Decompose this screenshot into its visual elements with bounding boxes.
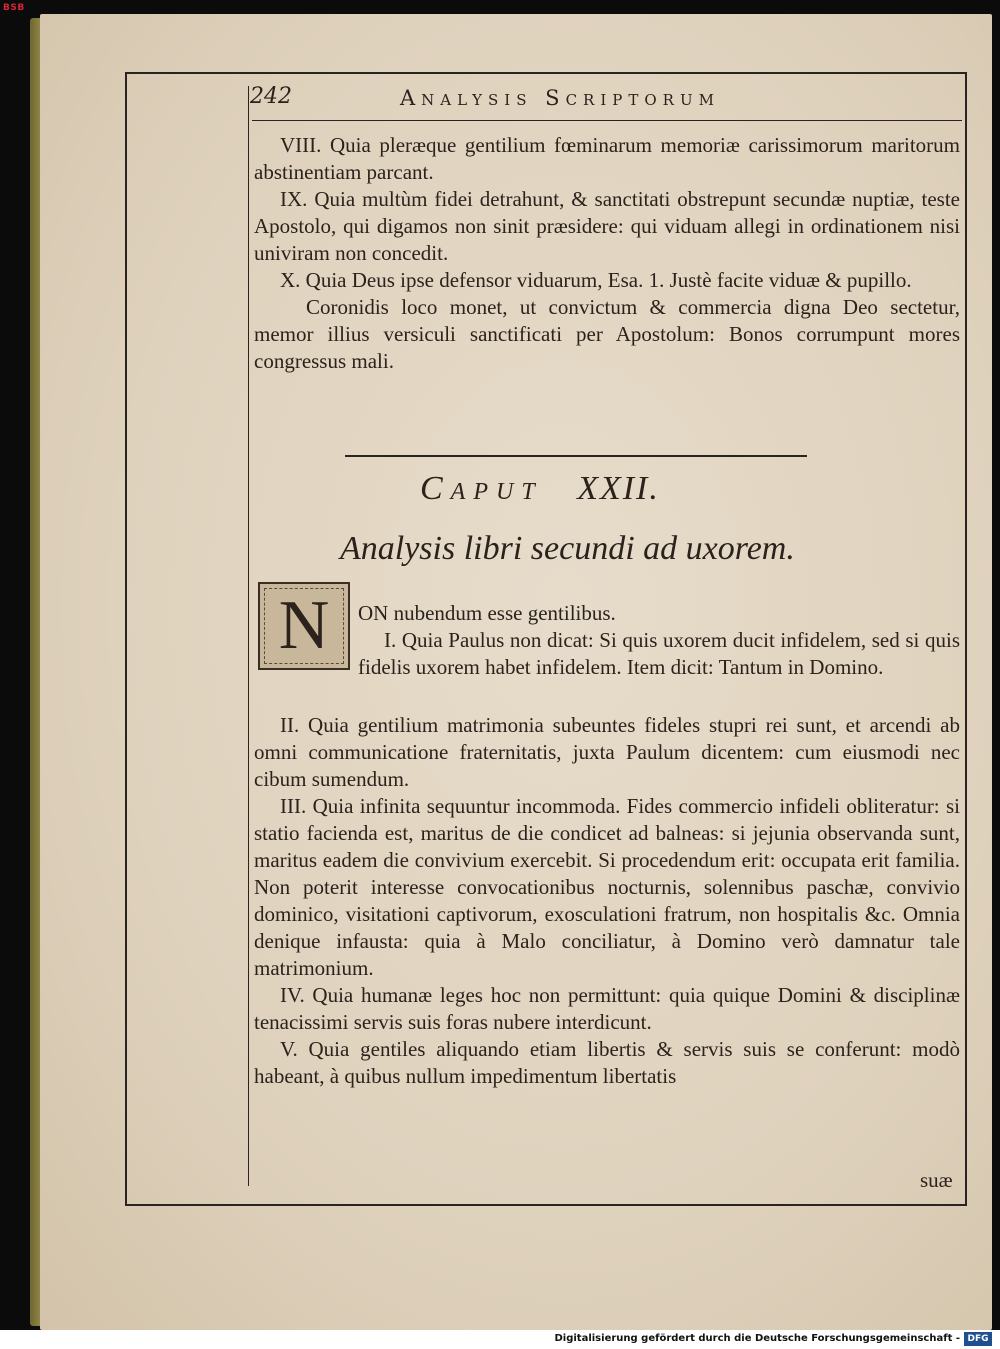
chapter-body — [254, 712, 960, 1090]
paragraph-i: I. Quia Paulus non dicat: Si quis uxorem ducit infidelem, sed si quis fidelis uxorem habet infidelem. Item dicit: Tantum in Domino. — [358, 628, 960, 679]
page-header — [250, 82, 950, 116]
coronis-paragraph: Coronidis loco monet, ut convictum & commercia digna Deo sectetur, memor illius versiculi sanctificati per Apostolum: Bonos corrumpunt mores congressus mali. — [254, 295, 960, 373]
chapter-number: XXII. — [577, 470, 660, 507]
chapter-opening — [358, 600, 960, 681]
margin-rule — [248, 86, 249, 1186]
dfg-logo: DFG — [964, 1332, 992, 1346]
footer-bar — [0, 1330, 1000, 1349]
library-watermark: BSB — [3, 3, 25, 13]
decorated-initial: N — [258, 582, 350, 670]
chapter-subtitle: Analysis libri secundi ad uxorem. — [340, 530, 795, 567]
running-title: Analysis Scriptorum — [400, 86, 720, 110]
paragraph-ix: IX. Quia multùm fidei detrahunt, & sanctitati obstrepunt secundæ nuptiæ, teste Apostolo, qui digamos non sinit præsidere: qui viduam allegi in ordinationem nisi univiram non concedit. — [254, 187, 960, 265]
section-divider — [345, 455, 807, 457]
chapter-heading — [420, 470, 840, 508]
catchword: suæ — [920, 1168, 953, 1192]
opening-line: ON nubendum esse gentilibus. — [358, 601, 616, 625]
paragraph-iv: IV. Quia humanæ leges hoc non permittunt: quia quique Domini & disciplinæ tenacissimi servis suis foras nubere interdicunt. — [254, 983, 960, 1034]
paragraph-v: V. Quia gentiles aliquando etiam libertis & servis suis se conferunt: modò habeant, à quibus nullum impedimentum libertatis — [254, 1037, 960, 1088]
top-section — [254, 132, 960, 375]
chapter-label: Caput — [420, 470, 543, 507]
paragraph-x: X. Quia Deus ipse defensor viduarum, Esa. 1. Justè facite viduæ & pupillo. — [280, 268, 912, 292]
paragraph-ii: II. Quia gentilium matrimonia subeuntes fideles stupri rei sunt, et arcendi ab omni communicatione fraternitatis, juxta Paulum dicentem: cum eiusmodi nec cibum sumendum. — [254, 713, 960, 791]
header-rule — [252, 120, 962, 121]
funding-credit: Digitalisierung gefördert durch die Deutsche Forschungsgemeinschaft - — [554, 1333, 960, 1344]
paragraph-viii: VIII. Quia pleræque gentilium fœminarum memoriæ carissimorum maritorum abstinentiam parcant. — [254, 133, 960, 184]
page-number: 242 — [250, 84, 292, 109]
paragraph-iii: III. Quia infinita sequuntur incommoda. Fides commercio infideli obliteratur: si statio facienda est, maritus de die condicet ad balneas: si jejunia observanda sunt, maritus eadem die convivium exercebit. Si procedendum erit: occupata erit familia. Non poterit interesse convocationibus nocturnis, solennibus paschæ, convivio dominico, visitationi captivorum, exosculationi fratrum, non hospitalis &c. Omnia denique infausta: quia à Malo conciliatur, à Domino verò damnatur tale matrimonium. — [254, 794, 960, 980]
